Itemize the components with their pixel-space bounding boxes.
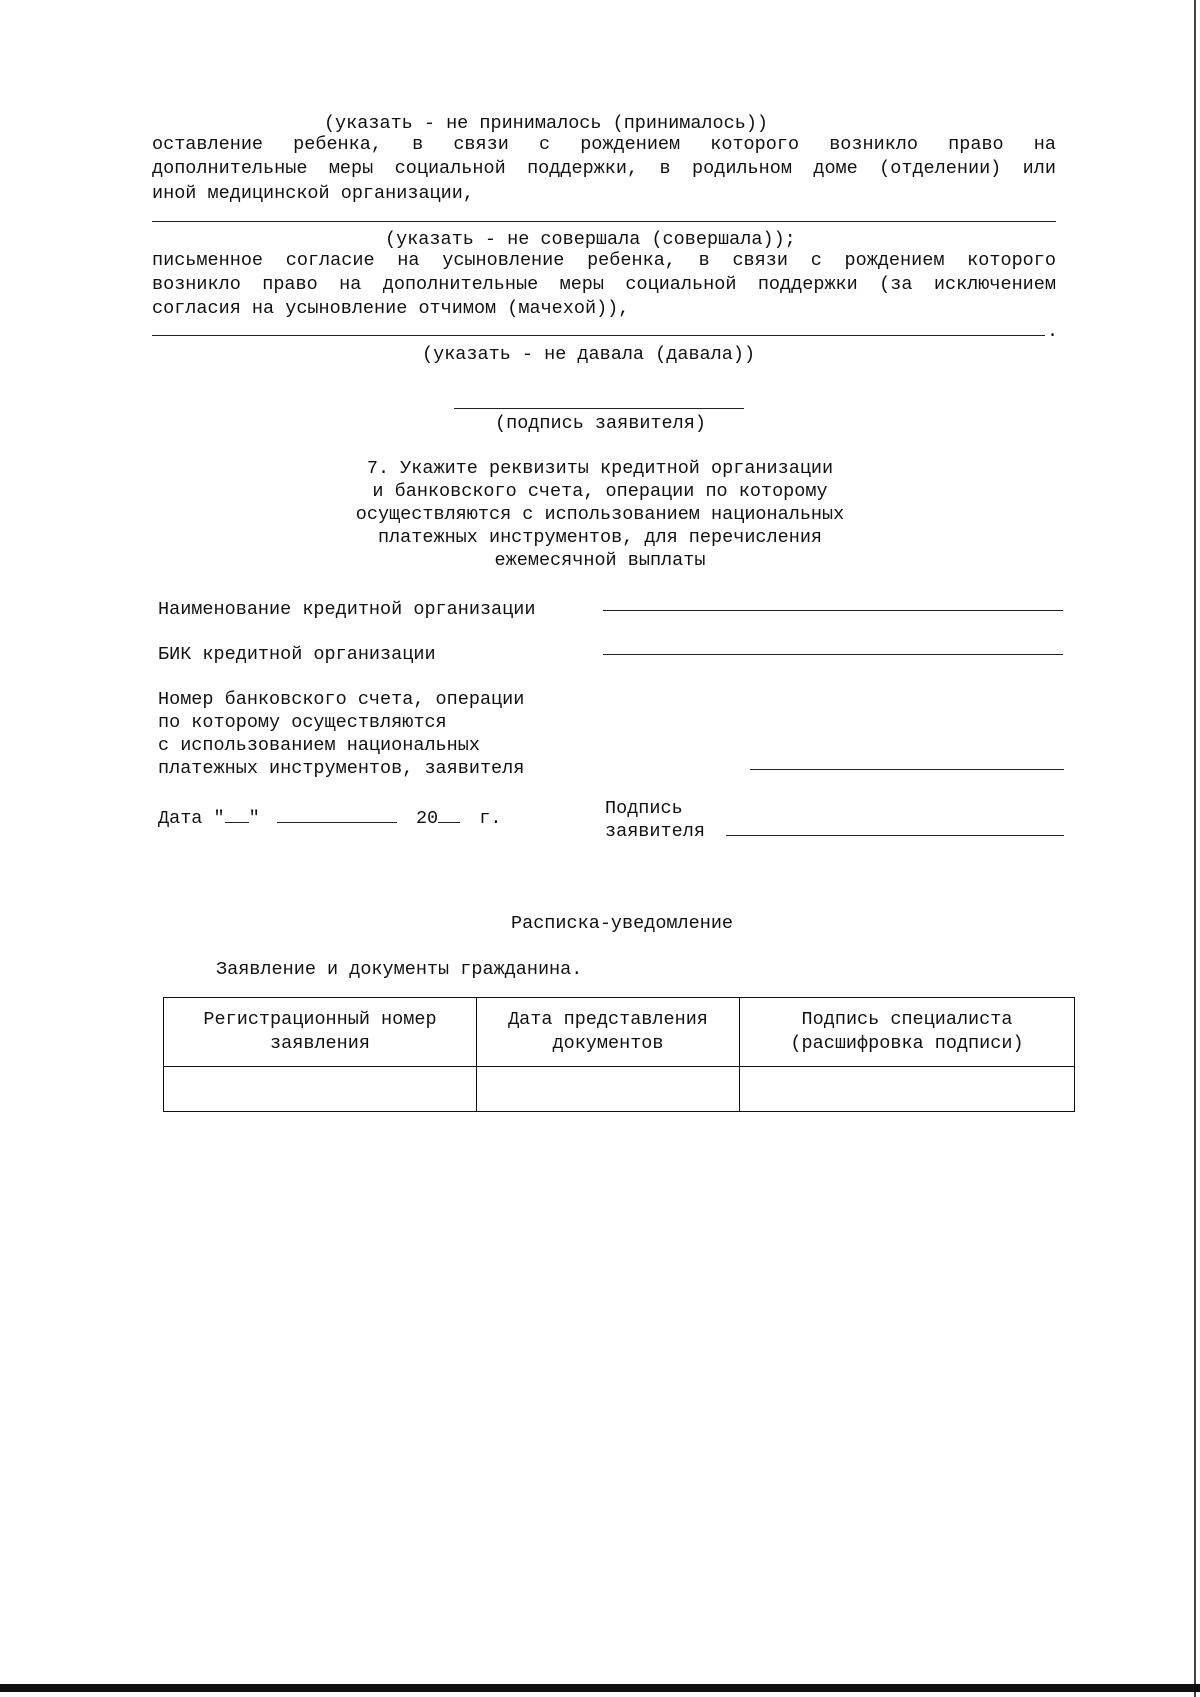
applicant-signature-field[interactable]	[726, 835, 1064, 836]
signature-caption: (подпись заявителя)	[495, 413, 706, 434]
paragraph-2-line-1: письменное согласие на усыновление ребенка, в связи с рождением которого	[152, 250, 1056, 271]
applicant-signature-label-line-1: Подпись	[605, 798, 683, 819]
date-month-field[interactable]	[277, 802, 397, 823]
bik-field[interactable]	[603, 654, 1063, 655]
note-not-committed: (указать - не совершала (совершала));	[385, 229, 796, 250]
section-7-line-4: платежных инструментов, для перечисления	[377, 527, 823, 548]
date-day-field[interactable]	[225, 802, 249, 823]
section-7-line-2: и банковского счета, операции по которому	[372, 481, 828, 502]
signature-line[interactable]	[454, 408, 744, 409]
date-year-field[interactable]	[438, 802, 460, 823]
date-quote-close: "	[248, 808, 260, 829]
section-7-line-1: 7. Укажите реквизиты кредитной организации	[366, 458, 834, 479]
header-submission-date: Дата представления документов	[477, 998, 740, 1067]
date-label: Дата "	[158, 808, 225, 829]
date-row	[158, 802, 502, 831]
account-label-line-1: Номер банковского счета, операции	[158, 689, 525, 710]
table-row	[164, 1067, 1075, 1112]
fill-line-consent[interactable]	[152, 335, 1045, 336]
paragraph-1-line-1: оставление ребенка, в связи с рождением которого возникло право на	[152, 134, 1056, 155]
cell-registration-number[interactable]	[164, 1067, 477, 1112]
receipt-intro: Заявление и документы гражданина.	[216, 959, 583, 980]
paragraph-1-line-3: иной медицинской организации,	[152, 183, 474, 204]
account-label-line-2: по которому осуществляются	[158, 712, 447, 733]
account-label-line-4: платежных инструментов, заявителя	[158, 758, 525, 779]
cell-submission-date[interactable]	[477, 1067, 740, 1112]
section-7-line-3: осуществляются с использованием национальных	[355, 504, 845, 525]
date-suffix: г.	[479, 808, 502, 829]
fill-line-abandonment[interactable]	[152, 221, 1056, 222]
bank-name-label: Наименование кредитной организации	[158, 599, 536, 620]
bik-label: БИК кредитной организации	[158, 644, 436, 665]
cell-specialist-signature[interactable]	[740, 1067, 1075, 1112]
paragraph-1-line-2: дополнительные меры социальной поддержки, в родильном доме (отделении) или	[152, 158, 1056, 179]
date-year-prefix: 20	[415, 808, 439, 829]
note-not-given: (указать - не давала (давала))	[422, 344, 756, 365]
account-number-field[interactable]	[750, 769, 1064, 770]
scan-edge-right	[1194, 0, 1196, 1697]
scan-edge-bottom	[0, 1684, 1200, 1692]
table-header-row	[164, 998, 1075, 1067]
account-label-line-3: с использованием национальных	[158, 735, 480, 756]
header-specialist-signature: Подпись специалиста (расшифровка подписи)	[740, 998, 1075, 1067]
applicant-signature-label-line-2: заявителя	[605, 821, 705, 842]
bank-name-field[interactable]	[603, 610, 1063, 611]
header-registration-number: Регистрационный номер заявления	[164, 998, 477, 1067]
section-7-line-5: ежемесячной выплаты	[494, 550, 706, 571]
period-mark: .	[1047, 321, 1059, 342]
note-not-accepted: (указать - не принималось (принималось))	[323, 113, 769, 134]
receipt-table	[163, 997, 1075, 1112]
paragraph-2-line-2: возникло право на дополнительные меры социальной поддержки (за исключением	[152, 274, 1056, 295]
paragraph-2-line-3: согласия на усыновление отчимом (мачехой)),	[152, 298, 630, 319]
receipt-title: Расписка-уведомление	[511, 913, 734, 934]
